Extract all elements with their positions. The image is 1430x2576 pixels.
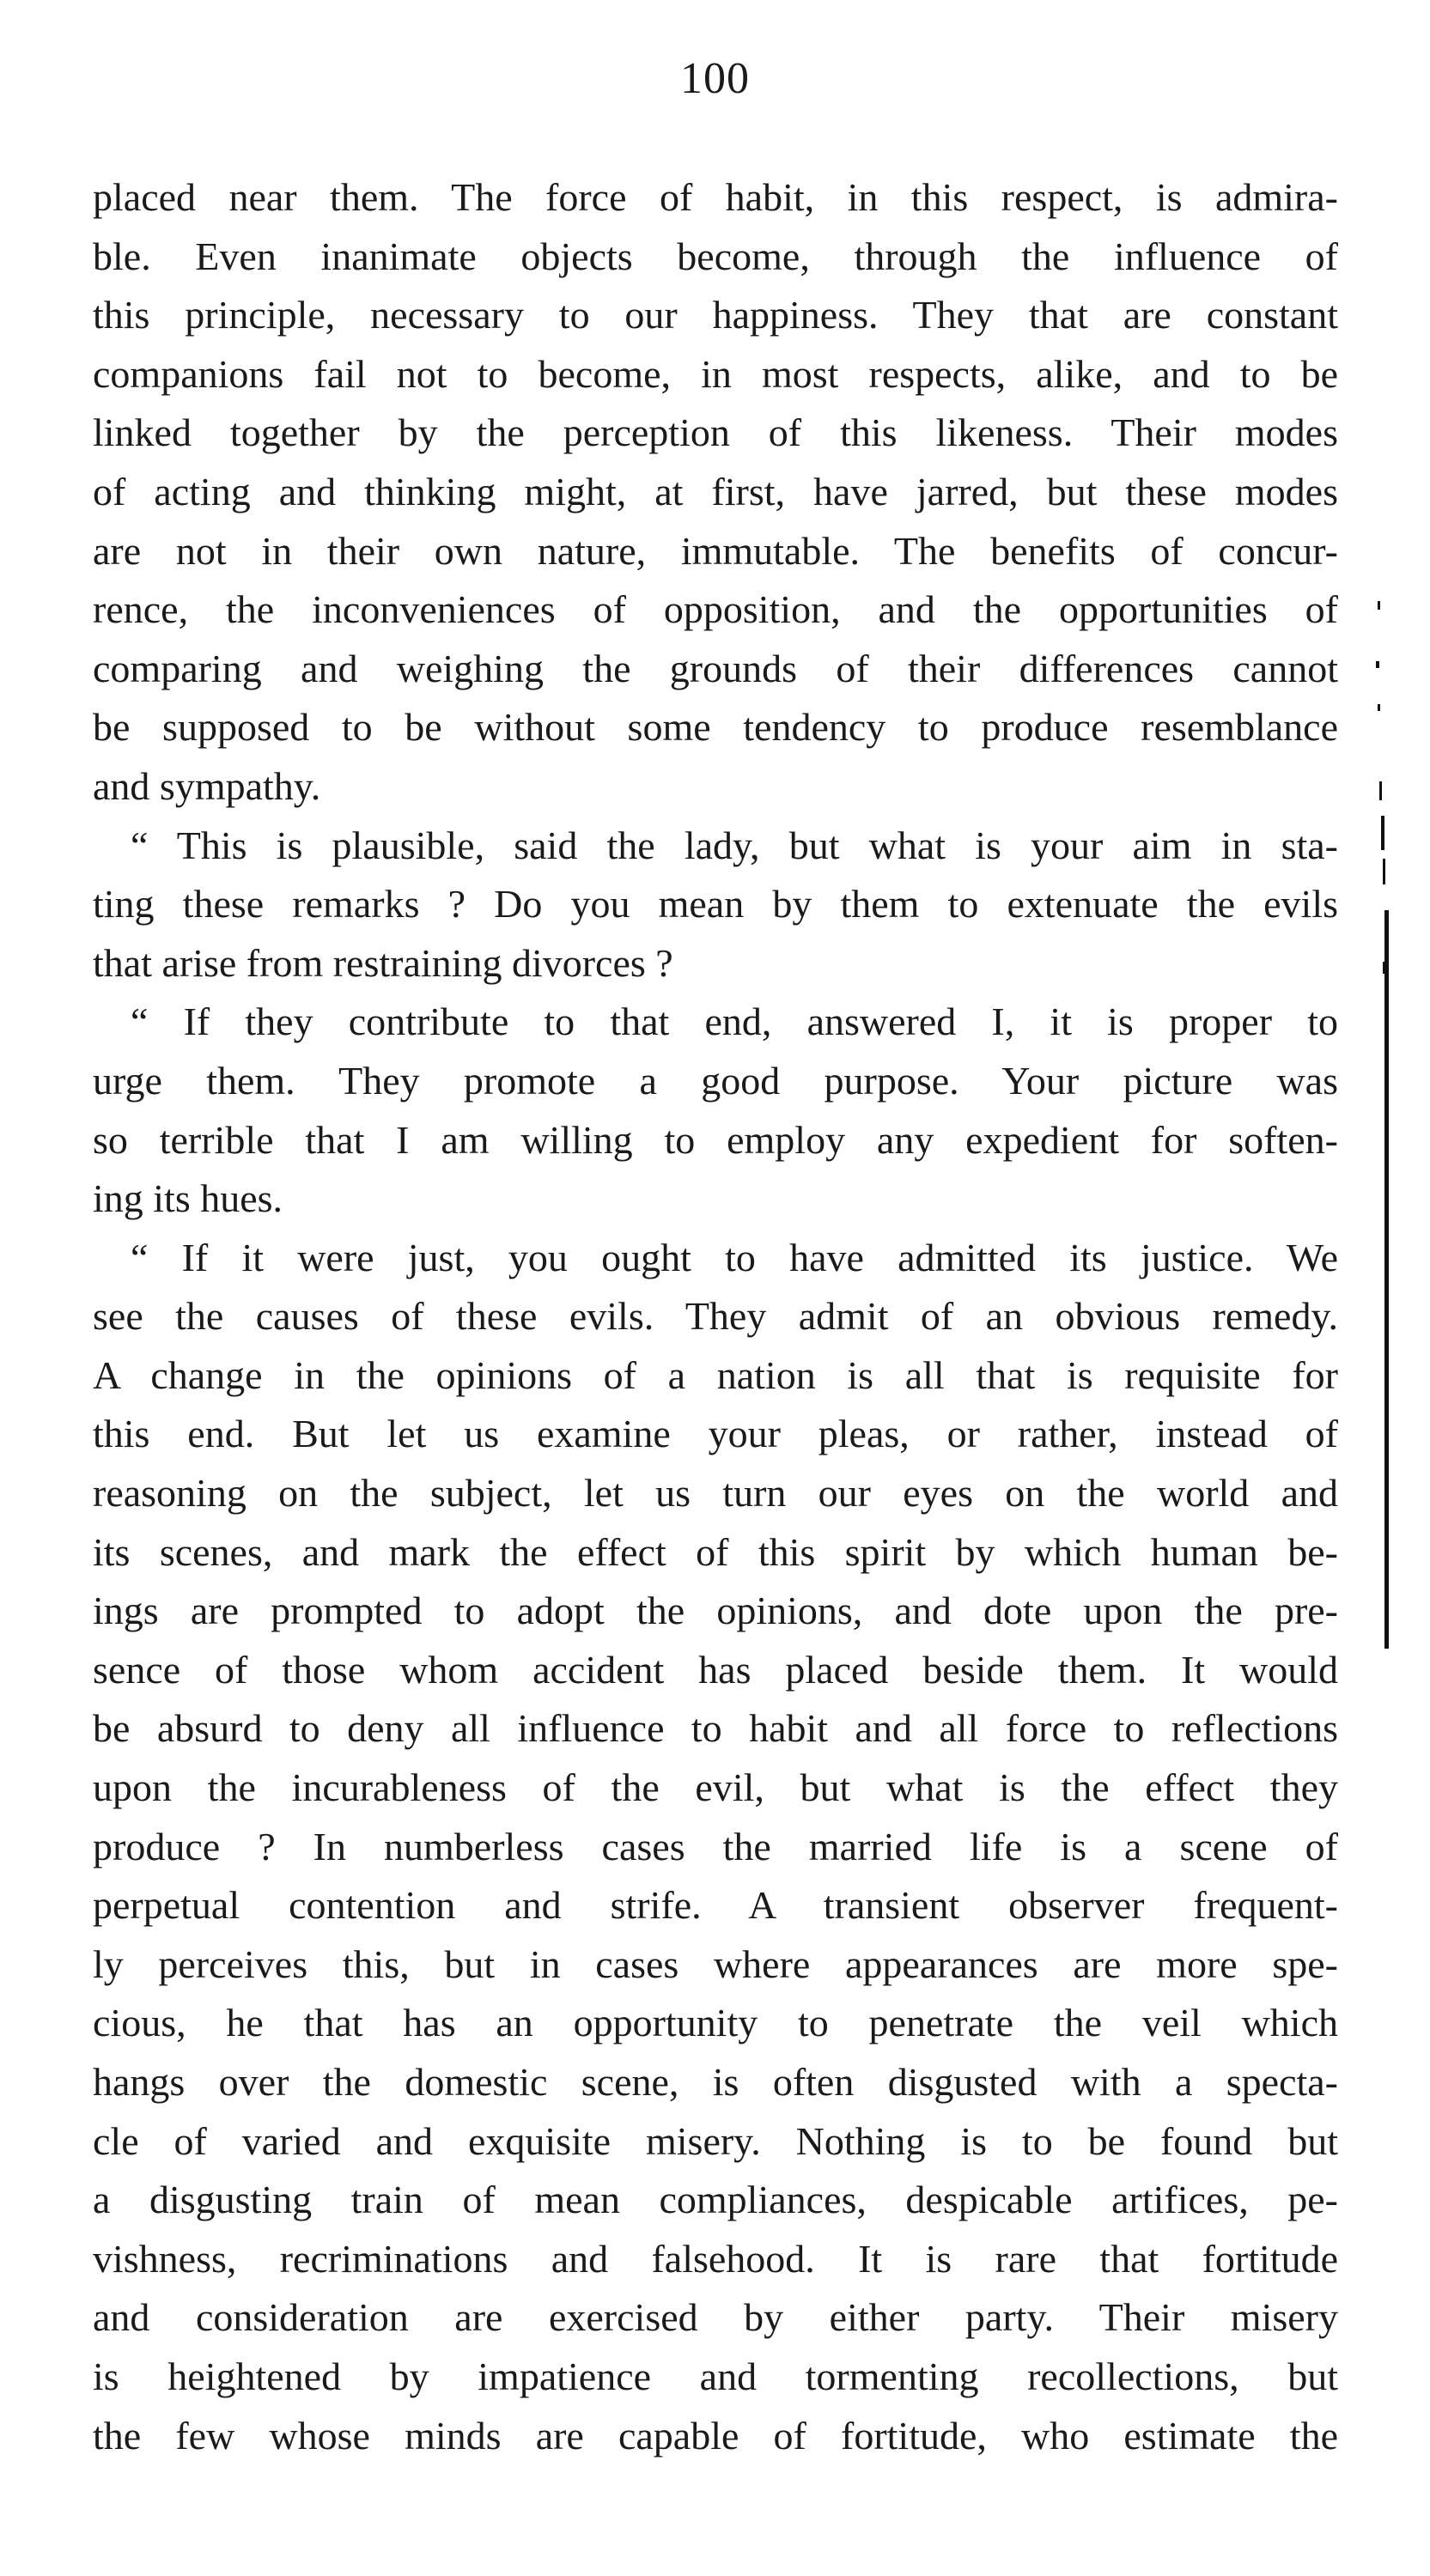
text-line: comparing and weighing the grounds of their differences cannot bbox=[93, 646, 1338, 690]
page-number: 100 bbox=[680, 54, 750, 103]
text-line: sence of those whom accident has placed beside them. It would bbox=[93, 1647, 1338, 1692]
margin-scan-marks bbox=[1374, 601, 1391, 1889]
text-line: its scenes, and mark the effect of this spirit by which human be- bbox=[93, 1529, 1338, 1574]
text-line: placed near them. The force of habit, in this respect, is admira- bbox=[93, 175, 1338, 219]
text-line: and sympathy. bbox=[93, 763, 321, 808]
text-line: hangs over the domestic scene, is often disgusted with a specta- bbox=[93, 2060, 1338, 2104]
text-line: produce ? In numberless cases the married life is a scene of bbox=[93, 1824, 1338, 1868]
text-line: “ If it were just, you ought to have admitted its justice. We bbox=[131, 1235, 1338, 1279]
text-line: urge them. They promote a good purpose. Your picture was bbox=[93, 1058, 1338, 1103]
text-line: ting these remarks ? Do you mean by them to extenuate the evils bbox=[93, 882, 1338, 927]
text-line: see the causes of these evils. They admit of an obvious remedy. bbox=[93, 1294, 1338, 1339]
text-line: a disgusting train of mean compliances, despicable artifices, pe- bbox=[93, 2178, 1338, 2222]
text-line: vishness, recriminations and falsehood. It is rare that fortitude bbox=[93, 2236, 1338, 2281]
text-line: reasoning on the subject, let us turn our eyes on the world and bbox=[93, 1471, 1338, 1516]
text-line: are not in their own nature, immutable. The benefits of concur- bbox=[93, 528, 1338, 573]
text-line: ly perceives this, but in cases where appearances are more spe- bbox=[93, 1941, 1338, 1986]
text-line: perpetual contention and strife. A transient observer frequent- bbox=[93, 1883, 1338, 1928]
text-line: rence, the inconveniences of opposition, and the opportunities of bbox=[93, 587, 1338, 632]
text-line: and consideration are exercised by either party. Their misery bbox=[93, 2295, 1338, 2340]
text-line: is heightened by impatience and tormenting recollections, but bbox=[93, 2354, 1338, 2398]
body-text bbox=[93, 168, 1338, 2465]
text-line: that arise from restraining divorces ? bbox=[93, 940, 673, 985]
text-line: “ If they contribute to that end, answered I, it is proper to bbox=[131, 999, 1338, 1044]
text-line: be supposed to be without some tendency to produce resemblance bbox=[93, 705, 1338, 750]
text-line: ble. Even inanimate objects become, through the influence of bbox=[93, 234, 1338, 278]
text-line: ing its hues. bbox=[93, 1176, 283, 1221]
text-line: companions fail not to become, in most respects, alike, and to be bbox=[93, 351, 1338, 396]
text-line: be absurd to deny all influence to habit and all force to reflections bbox=[93, 1706, 1338, 1751]
text-line: so terrible that I am willing to employ any expedient for soften- bbox=[93, 1117, 1338, 1162]
text-line: “ This is plausible, said the lady, but what is your aim in sta- bbox=[131, 823, 1338, 867]
text-line: the few whose minds are capable of fortitude, who estimate the bbox=[93, 2413, 1338, 2458]
text-line: ings are prompted to adopt the opinions, and dote upon the pre- bbox=[93, 1589, 1338, 1633]
text-line: of acting and thinking might, at first, have jarred, but these modes bbox=[93, 469, 1338, 513]
text-line: cious, he that has an opportunity to penetrate the veil which bbox=[93, 2001, 1338, 2045]
text-line: upon the incurableness of the evil, but what is the effect they bbox=[93, 1765, 1338, 1810]
text-line: this principle, necessary to our happiness. They that are constant bbox=[93, 293, 1338, 337]
text-line: this end. But let us examine your pleas, or rather, instead of bbox=[93, 1412, 1338, 1456]
text-line: A change in the opinions of a nation is all that is requisite for bbox=[93, 1352, 1338, 1397]
text-line: linked together by the perception of this likeness. Their modes bbox=[93, 410, 1338, 455]
text-line: cle of varied and exquisite misery. Nothing is to be found but bbox=[93, 2118, 1338, 2163]
